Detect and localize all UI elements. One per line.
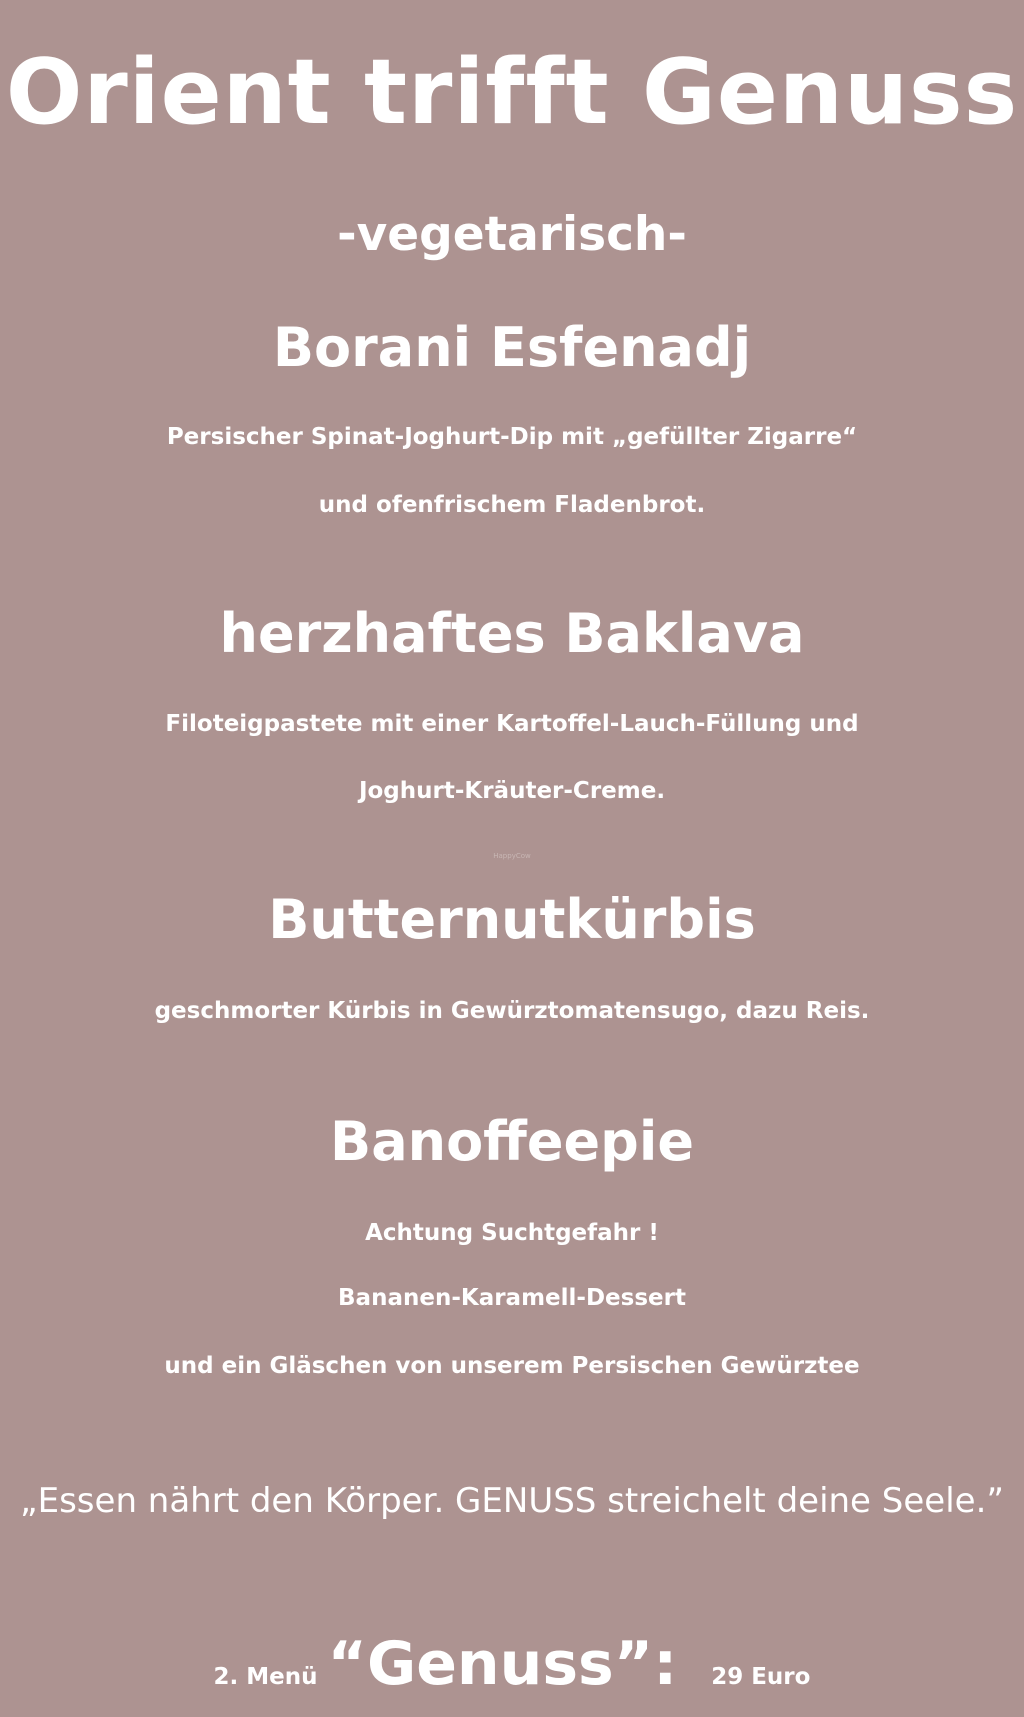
menu-name: “Genuss”: (327, 1629, 678, 1699)
dish-description-line: Bananen-Karamell-Dessert (338, 1285, 686, 1311)
dish-description-line: und ein Gläschen von unserem Persischen Gewürztee (164, 1353, 860, 1379)
happycow-watermark: HappyCow (493, 852, 531, 860)
dish-description-line: Persischer Spinat-Joghurt-Dip mit „gefüllter Zigarre“ (166, 424, 858, 450)
dish-name-borani-esfenadj: Borani Esfenadj (272, 316, 752, 379)
menu-subtitle: -vegetarisch- (337, 207, 687, 262)
dish-description-line: geschmorter Kürbis in Gewürztomatensugo, dazu Reis. (154, 998, 870, 1024)
menu-footer (0, 1624, 1024, 1704)
menu-price: 29 Euro (711, 1664, 811, 1690)
dish-description-line: und ofenfrischem Fladenbrot. (318, 492, 706, 518)
menu-title: Orient trifft Genuss (5, 40, 1019, 145)
menu-quote: „Essen nährt den Körper. GENUSS streichelt deine Seele.” (20, 1481, 1004, 1521)
dish-name-butternutkuerbis: Butternutkürbis (268, 888, 756, 951)
dish-description-line: Joghurt-Kräuter-Creme. (358, 778, 666, 804)
dish-name-herzhaftes-baklava: herzhaftes Baklava (219, 602, 805, 665)
dish-description-line: Filoteigpastete mit einer Kartoffel-Lauch-Füllung und (165, 711, 859, 737)
dish-description-line: Achtung Suchtgefahr ! (365, 1220, 659, 1246)
dish-name-banoffeepie: Banoffeepie (330, 1110, 694, 1173)
menu-number-label: 2. Menü (213, 1664, 318, 1690)
